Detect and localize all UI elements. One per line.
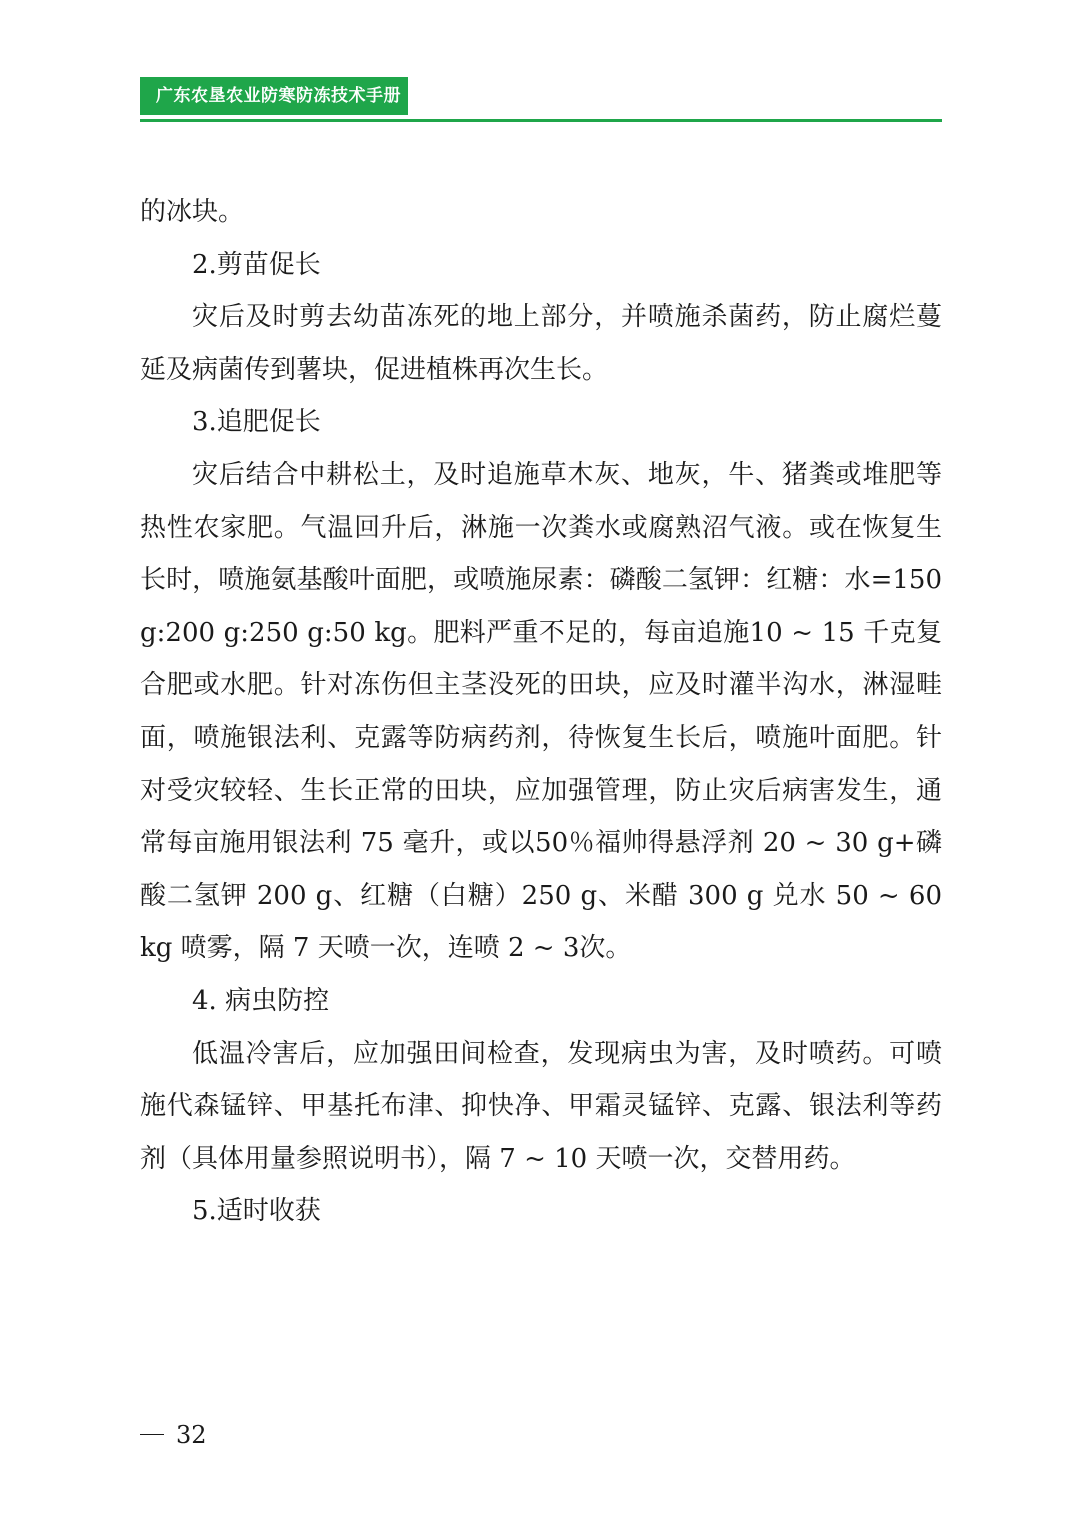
page-body (140, 186, 942, 1238)
paragraph-section-2: 灾后及时剪去幼苗冻死的地上部分，并喷施杀菌药，防止腐烂蔓延及病菌传到薯块，促进植株再次生长。 (140, 302, 942, 385)
header-divider (140, 119, 942, 122)
page-footer (140, 1418, 207, 1452)
paragraph-section-4: 低温冷害后，应加强田间检查，发现病虫为害，及时喷药。可喷施代森锰锌、甲基托布津、抑快净、甲霜灵锰锌、克露、银法利等药剂（具体用量参照说明书），隔 7 ~ 10 天喷一次，交替用药。 (140, 1038, 942, 1174)
heading-section-4: 4. 病虫防控 (192, 985, 330, 1016)
page-number: 32 (176, 1421, 207, 1449)
heading-section-3: 3.追肥促长 (192, 407, 321, 438)
running-header: 广东农垦农业防寒防冻技术手册 (140, 77, 408, 115)
paragraph-section-3: 灾后结合中耕松土，及时追施草木灰、地灰，牛、猪粪或堆肥等热性农家肥。气温回升后，淋施一次粪水或腐熟沼气液。或在恢复生长时，喷施氨基酸叶面肥，或喷施尿素：磷酸二氢钾：红糖：水=150 g:200 g:250 g:50 kg。肥料严重不足的，每亩追施10 ~ 15 千克复合肥或水肥。针对冻伤但主茎没死的田块，应及时灌半沟水，淋湿畦面，喷施银法利、克露等防病药剂，待恢复生长后，喷施叶面肥。针对受灾较轻、生长正常的田块，应加强管理，防止灾后病害发生，通常每亩施用银法利 75 毫升，或以50％福帅得悬浮剂 20 ~ 30 g+磷酸二氢钾 200 g、红糖（白糖）250 g、米醋 300 g 兑水 50 ~ 60 kg 喷雾，隔 7 天喷一次，连喷 2 ~ 3次。 (140, 459, 942, 964)
heading-section-2: 2.剪苗促长 (192, 249, 321, 280)
paragraph-continuation: 的冰块。 (140, 197, 245, 227)
heading-section-5: 5.适时收获 (192, 1196, 321, 1227)
footer-dash (140, 1434, 164, 1436)
